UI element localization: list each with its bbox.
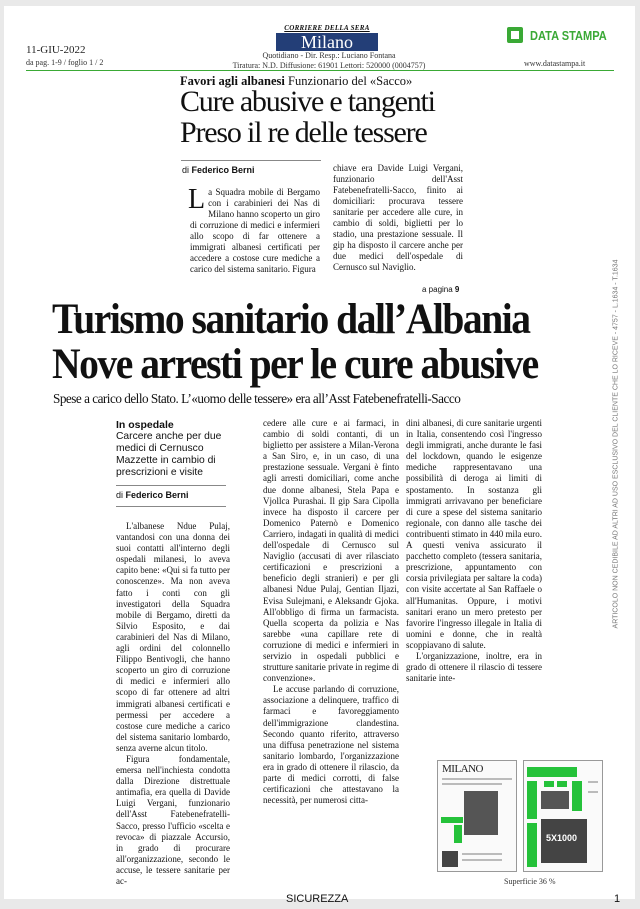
newspaper-masthead [276,24,378,51]
column-text: a Squadra mobile di Bergamo con i carabinieri dei Nas di Milano hanno scoperto un giro di corruzione di medici e infermieri allo scopo di far ottenere a immigrati albanesi certificati per accedere a costose cure mediche a carico del sistema sanitario. Figura [190,187,320,274]
article-column-1 [116,521,230,887]
article-column-2 [263,418,399,806]
clipping-date: 11-GIU-2022 [26,44,86,56]
headline-line: Preso il re delle tessere [180,116,427,149]
author-name: Federico Berni [191,165,255,175]
thumbnail-page-1[interactable] [437,760,517,872]
masthead-name: CORRIERE DELLA SERA [284,24,370,32]
sidebar-kicker: In ospedale [116,419,174,431]
top-story-column: chiave era Davide Luigi Vergani, funzionario dell'Asst Fatebenefratelli-Sacco, finito ai domiciliari: procurava tessere sanitarie per accedere alle cure, in cambio di soldi, biglietti per lo stadio, una prestazione sessuale. Il gip ha disposto il carcere anche per due medici dell'ospedale di Cernusco sul Naviglio. [333,163,463,272]
thumbnail-title: MILANO [442,763,483,775]
surface-percentage: Superficie 36 % [504,877,556,886]
thumbnail-highlight [572,781,582,811]
thumbnail-text-line [588,791,598,793]
circulation-meta: Tiratura: N.D. Diffusione: 61901 Lettori: 520000 (0004757) [232,61,426,70]
thumbnail-text-line [588,781,598,783]
header-divider [26,70,614,71]
top-story-byline [182,165,255,175]
top-story-column [188,184,320,275]
publication-meta: Quotidiano - Dir. Resp.: Luciano Fontana [262,51,396,60]
datastampa-logo [507,27,620,43]
datastampa-url[interactable]: www.datastampa.it [524,59,586,68]
copyright-notice [610,186,622,701]
main-subheadline: Spese a carico dello Stato. L’«uomo delle tessere» era all’Asst Fatebenefratelli-Sacco [53,391,461,406]
page-number: 1 [614,893,621,905]
thumbnail-photo [464,791,498,835]
page-ref-label: a pagina [422,285,455,294]
article-column-3 [406,418,542,684]
paragraph: dini albanesi, di cure sanitarie urgenti in Italia, consentendo così l'ingresso degli immigrati, anche durante le fasi del lockdown, quando le esigenze mediche rappresentavano una possibilità di deroga ai limiti di spostamento. In sostanza gli immigrati arrivavano per beneficiare di cure a spese del sistema sanitario regionale, con danno alle tasche dei contribuenti stimato in 440 mila euro. A questi veniva assicurato il pacchetto completo (tessera sanitaria, prescrizione, appuntamento con corsia privilegiata per saltare la coda) con visite accertate al San Raffaele o all'Humanitas. Oppure, i motivi sanitari erano un mero pretesto per favorire l'ingresso illegale in Italia di uomini e donne, che in realtà scoppiavano di salute. [406,418,542,650]
paragraph: Figura fondamentale, emersa nell'inchiesta condotta dalla Direzione distrettuale antimafia, era quella di Davide Luigi Vergani, funzionario dell'Asst Fatebenefratelli-Sacco, presso l'ufficio «scelta e revoca» di piazzale Accursio, in grado di procurare all'organizzazione, secondo le accuse, le tessere sanitarie per ac- [116,753,230,886]
author-name: Federico Berni [125,490,189,500]
thumbnail-highlight [527,781,537,819]
kicker-bold: Favori agli albanesi [180,74,285,88]
thumbnail-highlight [527,823,537,867]
sidebar-summary [116,419,231,479]
thumbnail-photo [442,851,458,867]
thumbnail-highlight [544,781,554,787]
paragraph: L'albanese Ndue Pulaj, vantandosi con una donna dei suoi contatti all'interno degli ospedali milanesi, lo aveva capito bene: «Qui si fa tutto per conoscenze». Ma non aveva fatto i conti con gli investigatori della Squadra mobile di Bergamo, diretti da Silvio Esposito, e dai carabinieri del Nas di Milano, agli ordini del colonnello Filippo Bentivogli, che hanno scoperto un giro di corruzione di medici e infermieri allo scopo di far ottenere ad altri immigrati albanesi certificati e permessi per accedere a costose cure mediche a carico del sistema sanitario lombardo, senza averne alcun titolo. [116,521,230,753]
page-ref-number: 9 [454,285,460,294]
thumbnail-photo [541,791,569,809]
byline-prefix: di [182,165,192,175]
main-byline [116,490,189,500]
thumbnail-highlight [441,817,463,823]
divider [116,506,226,507]
headline-line: Nove arresti per le cure abusive [52,341,538,388]
thumbnail-highlight [557,781,567,787]
paragraph: Le accuse parlando di corruzione, associazione a delinquere, traffico di farmaci e favoreggiamento dell'immigrazione clandestina. Secondo quanto riferito, attraverso una diffusa penetrazione nel sistema sanitario lombardo, l'organizzazione era in grado di ottenere il rilascio, da parte di medici corrotti, di false certificazioni che attestavano la necessità, per numerosi citta- [263,684,399,806]
page-range: da pag. 1-9 / foglio 1 / 2 [26,58,104,67]
sidebar-text: Carcere anche per due medici di Cernusco Mazzette in cambio di prescrizioni e visite [116,431,222,478]
copyright-text: ARTICOLO NON CEDIBILE AD ALTRI AD USO ESCLUSIVO DEL CLIENTE CHE LO RICEVE - 4757 - L.1634 - T.1634 [612,259,620,628]
top-story-headline [180,86,435,148]
datastampa-brand: DATA STAMPA [530,27,607,43]
section-label: SICUREZZA [286,893,349,905]
thumbnail-ad-text: 5X1000 [546,833,578,843]
thumbnail-text-line [462,859,502,861]
thumbnail-text-line [442,783,502,785]
paragraph: cedere alle cure e ai farmaci, in cambio di soldi contanti, di un biglietto per assistere a Milan-Verona a San Siro, e, in un caso, di una prestazione sessuale. Vergani è finto agli arresti domiciliari, come anche due donne albanesi, Stela Papa e Vjollca Purashai. Il gip Sara Cipolla invece ha disposto il carcere per Domenico Paternò e Domenico Carriero, indagati in qualità di medici dell'ospedale di Cernusco sul Naviglio (accusati di aver rilasciato certificazioni e prescrizioni a beneficio degli stranieri) e per gli albanesi Ndue Pulaj, Gentian Iljazi, Evisa Sulejmani, e Aleksandr Gjoka. All'obbligo di firma un farmacista. Quella scoperta da polizia e Nas sarebbe «una capillare rete di corruzione di medici e infermieri in servizio in ospedali pubblici e strutture sanitarie private in regime di convenzione». [263,418,399,684]
headline-line: Turismo sanitario dall’Albania [52,296,530,343]
headline-line: Cure abusive e tangenti [180,85,435,118]
thumbnail-highlight [454,825,462,843]
thumbnail-text-line [462,853,502,855]
thumbnail-page-2[interactable] [523,760,603,872]
drop-cap: L [188,184,206,215]
main-headline [52,297,538,387]
divider [181,160,321,161]
divider [116,485,226,486]
datastampa-square-icon [507,27,523,43]
masthead-edition: Milano [276,33,378,51]
page-reference [422,285,459,294]
clipping-page [4,6,635,905]
thumbnail-text-line [442,778,512,780]
page-thumbnails [437,760,603,872]
thumbnail-highlight [527,767,577,777]
byline-prefix: di [116,490,126,500]
paragraph: L'organizzazione, inoltre, era in grado di ottenere il rilascio di tessere sanitarie inte- [406,650,542,684]
kicker-rest: Funzionario del «Sacco» [284,74,413,88]
